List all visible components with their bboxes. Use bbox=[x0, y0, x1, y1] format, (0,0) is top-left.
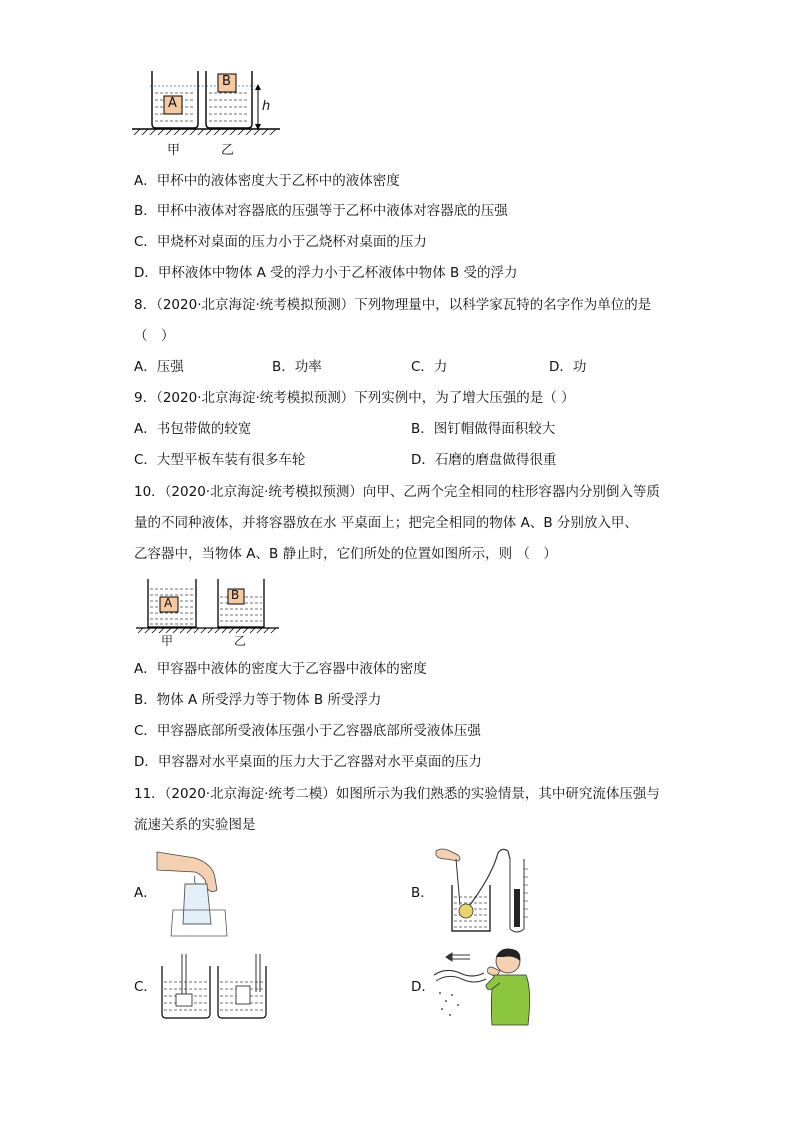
q11-option-c-label: C． bbox=[134, 979, 157, 995]
q9-option-b: B．图钉帽做得面积较大 bbox=[411, 421, 556, 437]
q9-option-d: D．石磨的磨盘做得很重 bbox=[411, 452, 557, 468]
q8-option-d: D．功 bbox=[549, 359, 587, 375]
q10-option-b: B．物体 A 所受浮力等于物体 B 所受浮力 bbox=[134, 692, 382, 708]
q10-stem-line3: 乙容器中，当物体 A、B 静止时，它们所处的位置如图所示，则 （ ） bbox=[134, 546, 557, 562]
q11-figure-c-two-beakers bbox=[158, 952, 270, 1024]
q8-option-b: B．功率 bbox=[272, 359, 322, 375]
containers-q10-drawing bbox=[134, 577, 284, 647]
figure-containers-q10 bbox=[134, 577, 284, 647]
q7-option-c: C．甲烧杯对桌面的压力小于乙烧杯对桌面的压力 bbox=[134, 234, 427, 250]
height-label: h bbox=[262, 99, 271, 114]
q11-figure-b-pressure-gauge bbox=[432, 845, 532, 937]
q11-option-b-label: B． bbox=[411, 885, 434, 901]
q11-stem-line2: 流速关系的实验图是 bbox=[134, 817, 256, 833]
q11-figure-a-hand-cup bbox=[155, 850, 230, 940]
q7-option-d: D．甲杯液体中物体 A 受的浮力小于乙杯液体中物体 B 受的浮力 bbox=[134, 265, 518, 281]
q9-option-a: A．书包带做的较宽 bbox=[134, 421, 252, 437]
q8-option-c: C．力 bbox=[411, 359, 448, 375]
q10-stem-line1: 10．（2020·北京海淀·统考模拟预测）向甲、乙两个完全相同的柱形容器内分别倒入等质 bbox=[134, 484, 660, 500]
hand-cup-drawing bbox=[155, 850, 230, 940]
beaker-yi-label: 乙 bbox=[221, 143, 235, 158]
object-b-label: B bbox=[231, 588, 240, 602]
figure-beakers-1 bbox=[130, 66, 290, 158]
q7-option-b: B．甲杯中液体对容器底的压强等于乙杯中液体对容器底的压强 bbox=[134, 203, 508, 219]
q10-stem-line2: 量的不同种液体，并将容器放在水 平桌面上；把完全相同的物体 A、B 分别放入甲、 bbox=[134, 515, 638, 531]
beaker-jia-label: 甲 bbox=[167, 143, 181, 158]
q9-stem: 9．（2020·北京海淀·统考模拟预测）下列实例中，为了增大压强的是（ ） bbox=[134, 390, 575, 406]
q11-option-d-label: D． bbox=[411, 979, 435, 995]
q10-option-c: C．甲容器底部所受液体压强小于乙容器底部所受液体压强 bbox=[134, 723, 481, 739]
q11-option-a-label: A． bbox=[134, 885, 157, 901]
block-a-label: A bbox=[168, 96, 177, 111]
object-a-label: A bbox=[164, 596, 173, 610]
q8-stem-line1: 8．（2020·北京海淀·统考模拟预测）下列物理量中，以科学家瓦特的名字作为单位的是 bbox=[134, 297, 652, 313]
q11-stem-line1: 11．（2020·北京海淀·统考二模）如图所示为我们熟悉的实验情景，其中研究流体压强与 bbox=[134, 786, 660, 802]
block-b-label: B bbox=[222, 74, 231, 89]
two-beakers-drawing bbox=[158, 952, 270, 1024]
container-jia-label: 甲 bbox=[161, 634, 174, 648]
container-yi-label: 乙 bbox=[234, 634, 247, 648]
q10-option-d: D．甲容器对水平桌面的压力大于乙容器对水平桌面的压力 bbox=[134, 754, 482, 770]
pressure-gauge-drawing bbox=[432, 845, 532, 937]
q8-option-a: A．压强 bbox=[134, 359, 184, 375]
boy-blowing-paper-drawing bbox=[430, 945, 532, 1027]
q10-option-a: A．甲容器中液体的密度大于乙容器中液体的密度 bbox=[134, 661, 427, 677]
q8-stem-line2: （ ） bbox=[134, 328, 175, 344]
q11-figure-d-boy-blowing-paper bbox=[430, 945, 532, 1027]
q7-option-a: A．甲杯中的液体密度大于乙杯中的液体密度 bbox=[134, 173, 400, 189]
q9-option-c: C．大型平板车装有很多车轮 bbox=[134, 452, 306, 468]
